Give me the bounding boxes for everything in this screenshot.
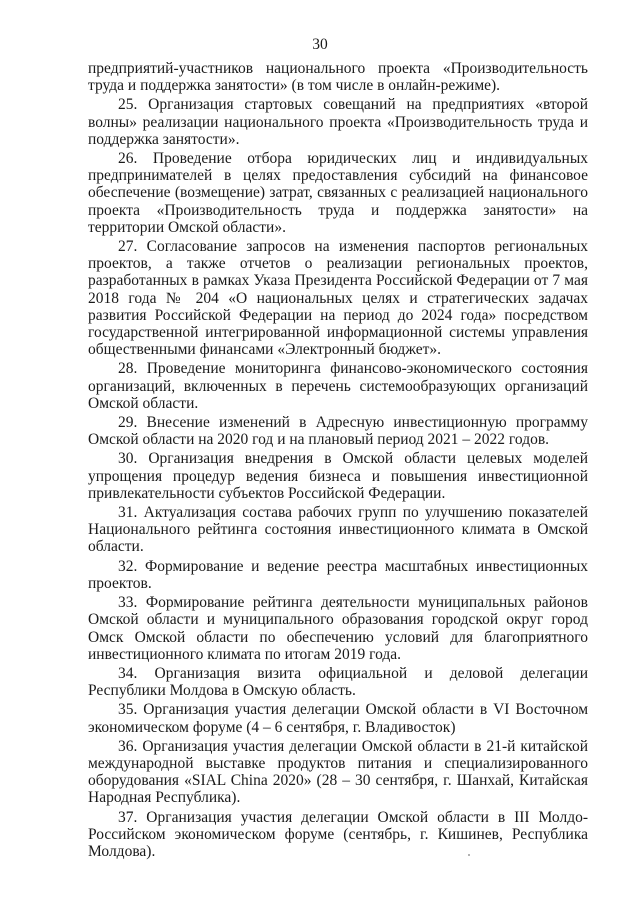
paragraph-item-35: 35. Организация участия делегации Омской области в VI Восточном экономическом форуме (4 – 6 сентября, г. Владивосток) — [88, 701, 588, 736]
paragraph-item-36: 36. Организация участия делегации Омской области в 21-й китайской международной выставке продуктов питания и специализированного оборудования «SIAL China 2020» (28 – 30 сентября, г. Шанхай, Китайская Народная Республика). — [88, 737, 588, 807]
paragraph-item-29: 29. Внесение изменений в Адресную инвестиционную программу Омской области на 2020 год и на плановый период 2021 – 2022 годов. — [88, 414, 588, 449]
paragraph-item-28: 28. Проведение мониторинга финансово-экономического состояния организаций, включенных в перечень системообразующих организаций Омской области. — [88, 360, 588, 412]
document-body — [88, 60, 588, 860]
paragraph-item-34: 34. Организация визита официальной и деловой делегации Республики Молдова в Омскую область. — [88, 664, 588, 700]
paragraph-item-26: 26. Проведение отбора юридических лиц и индивидуальных предпринимателей в целях предоставления субсидий на финансовое обеспечение (возмещение) затрат, связанных с реализацией национального проекта «Производительность труда и поддержка занятости» на территории Омской области». — [88, 150, 588, 236]
paragraph-item-32: 32. Формирование и ведение реестра масштабных инвестиционных проектов. — [88, 557, 588, 592]
paragraph-item-37: 37. Организация участия делегации Омской области в III Молдо-Российском экономическом форуме (сентябрь, г. Кишинев, Республика Молдова). — [88, 808, 588, 860]
paragraph-item-33: 33. Формирование рейтинга деятельности муниципальных районов Омской области и муниципального образования городской округ город Омск Омской области по обеспечению условий для благоприятного инвестиционного климата по итогам 2019 года. — [88, 594, 588, 663]
paragraph-item-25: 25. Организация стартовых совещаний на предприятиях «второй волны» реализации национального проекта «Производительность труда и поддержка занятости». — [88, 96, 588, 148]
paragraph-item-31: 31. Актуализация состава рабочих групп по улучшению показателей Национального рейтинга состояния инвестиционного климата в Омской области. — [88, 504, 588, 556]
page-number: 30 — [312, 36, 328, 53]
paragraph-continuation: предприятий-участников национального проекта «Производительность труда и поддержка занятости» (в том числе в онлайн-режиме). — [88, 60, 588, 95]
paragraph-item-30: 30. Организация внедрения в Омской области целевых моделей упрощения процедур ведения бизнеса и повышения инвестиционной привлекательности субъектов Российской Федерации. — [88, 450, 588, 502]
paragraph-item-27: 27. Согласование запросов на изменения паспортов региональных проектов, а также отчетов о реализации региональных проектов, разработанных в рамках Указа Президента Российской Федерации от 7 мая 2018 года № 204 «О национальных целях и стратегических задачах развития Российской Федерации на период до 2024 года» посредством государственной интегрированной информационной системы управления общественными финансами «Электронный бюджет». — [88, 238, 588, 359]
scan-speck — [468, 854, 470, 856]
